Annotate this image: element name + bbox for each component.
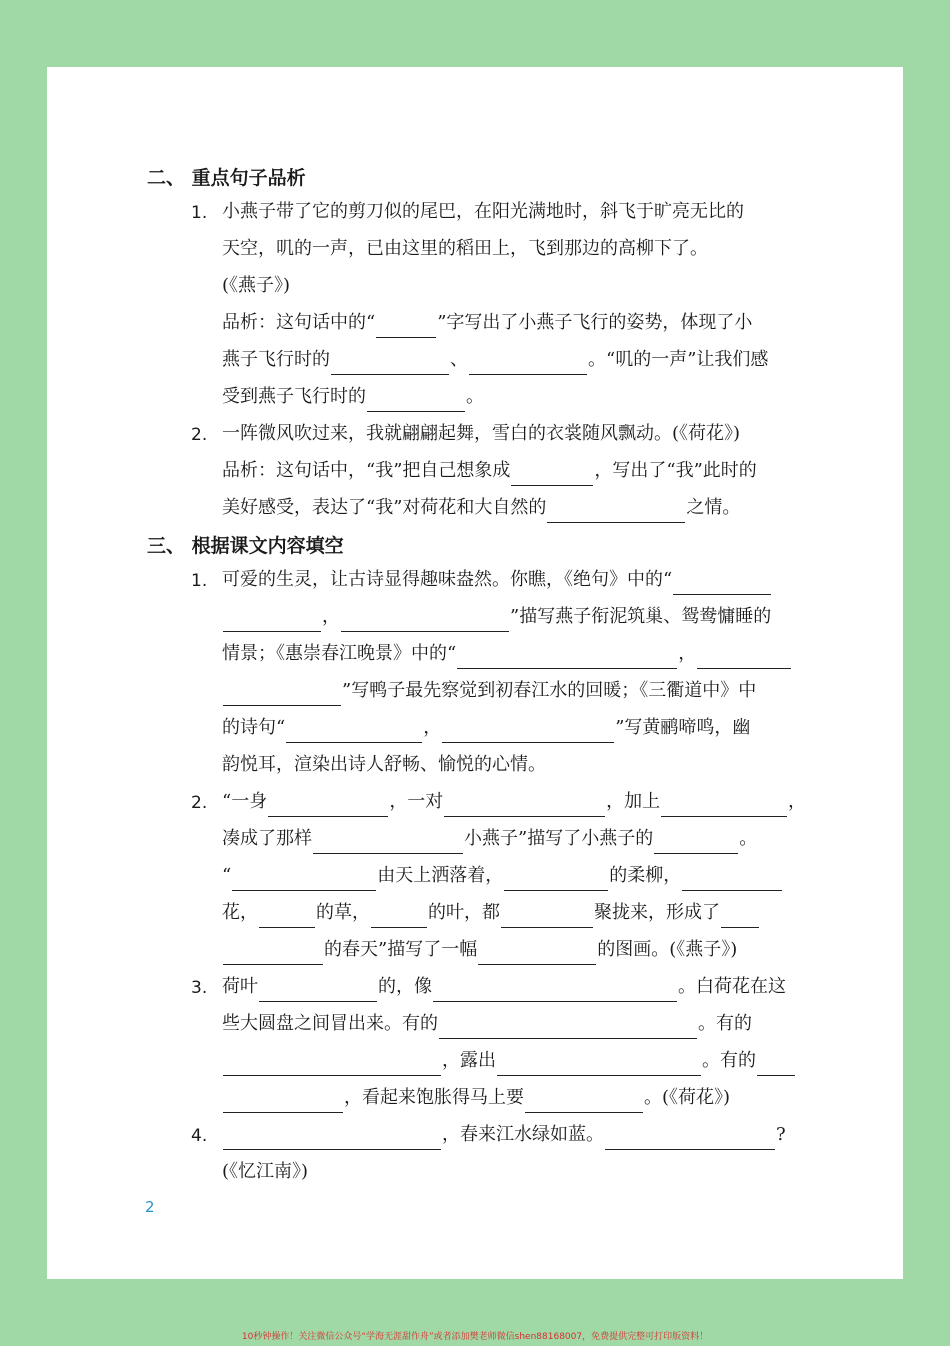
- q3-3-line4: [222, 1083, 806, 1113]
- answer-blank[interactable]: [331, 352, 449, 375]
- q2-2-analysis-line1: [222, 456, 806, 486]
- q3-1-l2-mid: ，: [322, 606, 340, 627]
- q3-3-l4-b: ，看起来饱胀得马上要: [344, 1087, 524, 1108]
- q3-2-l3-b: 由天上洒落着，: [377, 865, 504, 886]
- answer-blank[interactable]: [439, 1016, 697, 1039]
- answer-blank[interactable]: [268, 794, 388, 817]
- answer-blank[interactable]: [682, 868, 782, 891]
- answer-blank[interactable]: [223, 942, 323, 965]
- q3-3-l1-b: 的，像: [378, 976, 432, 997]
- q3-3-l3-b: ，露出: [442, 1050, 496, 1071]
- q3-2-line2: [222, 824, 806, 854]
- q2-1-analysis-line3: [222, 382, 806, 412]
- q2-1-a2-pre: 燕子飞行时的: [222, 349, 330, 370]
- q2-2-a2-pre: 美好感受，表达了“我”对荷花和大自然的: [222, 497, 547, 518]
- q2-1-number: 1.: [191, 203, 208, 223]
- q3-1-l4-post: ”写鸭子最先察觉到初春江水的回暖；《三衢道中》中: [342, 680, 757, 701]
- section-2-title: 二、 重点句子品析: [147, 167, 306, 189]
- answer-blank[interactable]: [605, 1127, 775, 1150]
- q3-3-l1-a: 荷叶: [222, 976, 258, 997]
- q3-1-l5-post: ”写黄鹂啼鸣，幽: [615, 717, 751, 738]
- q3-4-l1-b: ，春来江水绿如蓝。: [442, 1124, 604, 1145]
- q3-2-l4-d: 聚拢来，形成了: [594, 902, 720, 923]
- q3-2-l5-b: 的春天”描写了一幅: [324, 939, 478, 960]
- answer-blank[interactable]: [661, 794, 787, 817]
- page-number: 2: [145, 1198, 155, 1216]
- q2-2-number: 2.: [191, 425, 208, 445]
- q3-1-line2: [222, 602, 806, 632]
- q2-1-text1: 小燕子带了它的剪刀似的尾巴，在阳光满地时，斜飞于旷亮无比的: [222, 201, 744, 222]
- q2-1-line2: [222, 234, 806, 264]
- q2-1-a1-post: ”字写出了小燕子飞行的姿势，体现了小: [437, 312, 753, 333]
- q3-4-line1: [222, 1120, 806, 1150]
- answer-blank[interactable]: [721, 905, 759, 928]
- q3-2-l1-c: ，加上: [606, 791, 661, 812]
- answer-blank[interactable]: [367, 389, 465, 412]
- answer-blank[interactable]: [371, 905, 427, 928]
- q2-1-source: (《燕子》): [222, 275, 291, 296]
- q2-2-a2-post: 之情。: [686, 497, 741, 518]
- q3-3-line1: [222, 972, 806, 1002]
- answer-blank[interactable]: [259, 905, 315, 928]
- answer-blank[interactable]: [232, 868, 376, 891]
- answer-blank[interactable]: [673, 572, 771, 595]
- q3-1-l5-pre: 的诗句“: [222, 717, 286, 738]
- q3-1-l5-mid: ，: [423, 717, 442, 738]
- q3-2-l4-a: 花，: [222, 902, 258, 923]
- q3-4-source: (《忆江南》): [222, 1161, 309, 1182]
- q3-3-line3: [222, 1046, 806, 1076]
- q3-2-l5-c: 的图画。(《燕子》): [597, 939, 738, 960]
- answer-blank[interactable]: [376, 315, 436, 338]
- q2-2-a1-pre: 品析：这句话中，“我”把自己想象成: [222, 460, 511, 481]
- q2-1-a1-pre: 品析：这句话中的“: [222, 312, 376, 333]
- q3-1-line3: [222, 639, 806, 669]
- answer-blank[interactable]: [457, 646, 677, 669]
- q3-3-l2-a: 些大圆盘之间冒出来。有的: [222, 1013, 438, 1034]
- q3-1-l6: 韵悦耳，渲染出诗人舒畅、愉悦的心情。: [222, 754, 546, 775]
- q3-1-line1: [222, 565, 806, 595]
- q3-2-line3: [222, 861, 806, 891]
- q3-3-l1-c: 。白荷花在这: [678, 976, 786, 997]
- q3-2-l2-c: 。: [739, 828, 758, 849]
- q3-4-l1-c: ?: [776, 1124, 786, 1145]
- answer-blank[interactable]: [444, 794, 605, 817]
- answer-blank[interactable]: [525, 1090, 643, 1113]
- q3-2-l1-d: ，: [788, 791, 806, 812]
- answer-blank[interactable]: [313, 831, 463, 854]
- q3-2-l1-b: ，一对: [389, 791, 444, 812]
- footer-notice: 10秒钟操作！关注微信公众号“学海无涯甜作舟”或者添加樊老师微信shen88168007，免费提供完整可打印版资料！: [241, 1332, 709, 1342]
- answer-blank[interactable]: [223, 1053, 441, 1076]
- answer-blank[interactable]: [469, 352, 587, 375]
- q3-2-l1-a: “一身: [222, 791, 268, 812]
- answer-blank[interactable]: [547, 500, 685, 523]
- q3-2-l2-a: 凑成了那样: [222, 828, 312, 849]
- q3-1-l3-pre: 情景；《惠崇春江晚景》中的“: [222, 643, 457, 664]
- answer-blank[interactable]: [223, 1090, 343, 1113]
- answer-blank[interactable]: [497, 1053, 701, 1076]
- answer-blank[interactable]: [433, 979, 677, 1002]
- q3-3-l3-c: 。有的: [702, 1050, 756, 1071]
- q3-2-l3-c: 的柔柳，: [609, 865, 682, 886]
- answer-blank[interactable]: [757, 1053, 795, 1076]
- q3-1-l3-mid: ，: [678, 643, 697, 664]
- q3-1-number: 1.: [191, 571, 208, 591]
- q3-1-line5: [222, 713, 806, 743]
- q2-2-analysis-line2: [222, 493, 806, 523]
- q3-1-line4: [222, 676, 806, 706]
- q3-3-l2-b: 。有的: [698, 1013, 752, 1034]
- q2-1-a3-pre: 受到燕子飞行时的: [222, 386, 366, 407]
- answer-blank[interactable]: [223, 1127, 441, 1150]
- q3-2-line5: [222, 935, 806, 965]
- worksheet-page: [47, 67, 903, 1279]
- answer-blank[interactable]: [654, 831, 738, 854]
- q2-1-a2-post: 。“叽的一声”让我们感: [588, 349, 769, 370]
- answer-blank[interactable]: [478, 942, 596, 965]
- q2-1-analysis-line1: [222, 308, 806, 338]
- q3-1-line6: [222, 750, 806, 780]
- q3-3-line2: [222, 1009, 806, 1039]
- q3-2-number: 2.: [191, 793, 208, 813]
- q2-1-line3: [222, 271, 806, 301]
- answer-blank[interactable]: [259, 979, 377, 1002]
- q2-1-line1: [222, 197, 806, 227]
- q3-2-l2-b: 小燕子”描写了小燕子的: [464, 828, 654, 849]
- q3-2-l3-a: “: [222, 865, 232, 886]
- q2-2-line1: [222, 419, 806, 449]
- answer-blank[interactable]: [286, 720, 422, 743]
- q3-2-line4: [222, 898, 806, 928]
- answer-blank[interactable]: [341, 609, 509, 632]
- q2-1-analysis-line2: [222, 345, 806, 375]
- answer-blank[interactable]: [504, 868, 608, 891]
- q3-2-l4-b: 的草，: [316, 902, 370, 923]
- answer-blank[interactable]: [511, 463, 593, 486]
- q3-3-number: 3.: [191, 978, 208, 998]
- answer-blank[interactable]: [223, 609, 321, 632]
- answer-blank[interactable]: [501, 905, 593, 928]
- q3-2-line1: [222, 787, 806, 817]
- answer-blank[interactable]: [442, 720, 614, 743]
- answer-blank[interactable]: [223, 683, 341, 706]
- q3-3-l4-c: 。(《荷花》): [644, 1087, 731, 1108]
- q3-1-l2-post: ”描写燕子衔泥筑巢、鸳鸯慵睡的: [510, 606, 772, 627]
- q3-4-line2: [222, 1157, 806, 1187]
- q2-1-text2: 天空，叽的一声，已由这里的稻田上，飞到那边的高柳下了。: [222, 238, 708, 259]
- q2-2-a1-post: ，写出了“我”此时的: [594, 460, 757, 481]
- section-3-title: 三、 根据课文内容填空: [147, 535, 344, 557]
- q2-1-a3-post: 。: [466, 386, 484, 407]
- q3-2-l4-c: 的叶，都: [428, 902, 500, 923]
- q3-4-number: 4.: [191, 1126, 208, 1146]
- q3-1-l1: 可爱的生灵，让古诗显得趣味盎然。你瞧，《绝句》中的“: [222, 569, 673, 590]
- q2-2-text1: 一阵微风吹过来，我就翩翩起舞，雪白的衣裳随风飘动。(《荷花》): [222, 423, 741, 444]
- answer-blank[interactable]: [697, 646, 791, 669]
- q2-1-a2-mid: 、: [450, 349, 468, 370]
